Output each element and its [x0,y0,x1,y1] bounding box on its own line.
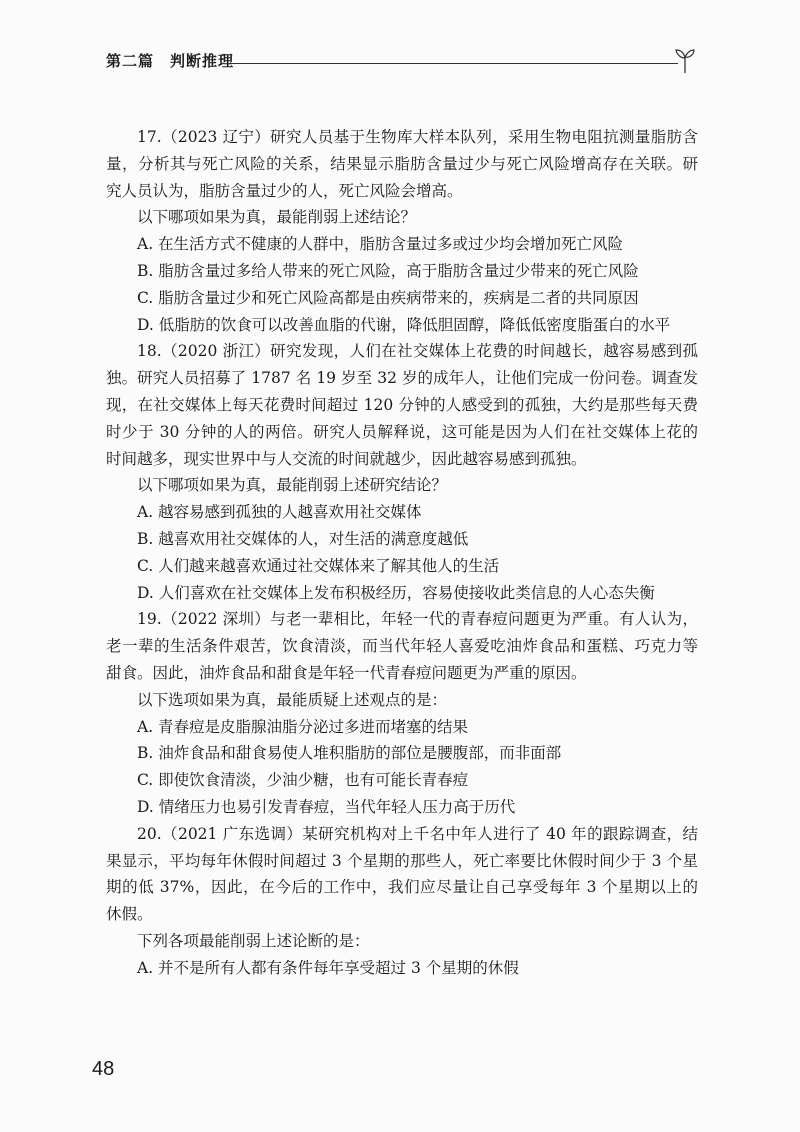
option-line: A. 越容易感到孤独的人越喜欢用社交媒体 [137,503,422,522]
option-line: C. 脂肪含量过少和死亡风险高都是由疾病带来的，疾病是二者的共同原因 [137,288,639,307]
text-line: 老一辈的生活条件艰苦，饮食清淡，而当代年轻人喜爱吃油炸食品和蛋糕、巧克力等 [106,637,698,656]
text-line: 究人员认为，脂肪含量过少的人，死亡风险会增高。 [106,181,463,200]
page-body [106,124,698,982]
option-line: B. 油炸食品和甜食易使人堆积脂肪的部位是腰腹部，而非面部 [137,744,562,763]
header-rule [228,63,678,64]
text-line: 休假。 [106,905,153,924]
running-header [106,46,696,76]
text-line: 独。研究人员招募了 1787 名 19 岁至 32 岁的成年人，让他们完成一份问卷。调查发 [106,369,698,388]
text-line: 时少于 30 分钟的人的两倍。研究人员解释说，这可能是因为人们在社交媒体上花的 [106,422,698,441]
text-line: 19.（2022 深圳）与老一辈相比，年轻一代的青春痘问题更为严重。有人认为， [137,610,698,629]
text-line: 下列各项最能削弱上述论断的是： [137,931,370,950]
text-line: 现，在社交媒体上每天花费时间超过 120 分钟的人感受到的孤独，大约是那些每天费 [106,395,698,414]
text-line: 以下哪项如果为真，最能削弱上述结论？ [137,208,417,227]
option-line: A. 青春痘是皮脂腺油脂分泌过多进而堵塞的结果 [137,717,469,736]
option-line: B. 脂肪含量过多给人带来的死亡风险，高于脂肪含量过少带来的死亡风险 [137,261,639,280]
option-line: C. 即使饮食清淡，少油少糖，也有可能长青春痘 [137,771,469,790]
text-line: 甜食。因此，油炸食品和甜食是年轻一代青春痘问题更为严重的原因。 [106,663,587,682]
sprout-icon [674,46,696,74]
option-line: D. 人们喜欢在社交媒体上发布积极经历，容易使接收此类信息的人心态失衡 [137,583,655,602]
text-line: 时间越多，现实世界中与人交流的时间就越少，因此越容易感到孤独。 [106,449,587,468]
text-line: 以下哪项如果为真，最能削弱上述研究结论？ [137,476,448,495]
option-line: C. 人们越来越喜欢通过社交媒体来了解其他人的生活 [137,556,500,575]
text-line: 20.（2021 广东选调）某研究机构对上千名中年人进行了 40 年的跟踪调查，结 [137,824,698,843]
text-line: 18.（2020 浙江）研究发现，人们在社交媒体上花费的时间越长，越容易感到孤 [137,342,698,361]
option-line: A. 在生活方式不健康的人群中，脂肪含量过多或过少均会增加死亡风险 [137,235,624,254]
text-line: 果显示，平均每年休假时间超过 3 个星期的那些人，死亡率要比休假时间少于 3 个星 [106,851,698,870]
text-line: 以下选项如果为真，最能质疑上述观点的是： [137,690,448,709]
text-line: 17.（2023 辽宁）研究人员基于生物库大样本队列，采用生物电阻抗测量脂肪含 [137,128,698,146]
option-line: D. 低脂肪的饮食可以改善血脂的代谢，降低胆固醇，降低低密度脂蛋白的水平 [137,315,671,334]
header-title: 第二篇 判断推理 [106,52,235,70]
text-line: 量，分析其与死亡风险的关系，结果显示脂肪含量过少与死亡风险增高存在关联。研 [106,154,698,173]
page-number: 48 [92,1058,115,1080]
option-line: B. 越喜欢用社交媒体的人，对生活的满意度越低 [137,529,469,548]
option-line: D. 情绪压力也易引发青春痘，当代年轻人压力高于历代 [137,797,516,816]
text-line: 期的低 37%，因此，在今后的工作中，我们应尽量让自己享受每年 3 个星期以上的 [106,878,698,897]
option-line: A. 并不是所有人都有条件每年享受超过 3 个星期的休假 [137,958,519,977]
